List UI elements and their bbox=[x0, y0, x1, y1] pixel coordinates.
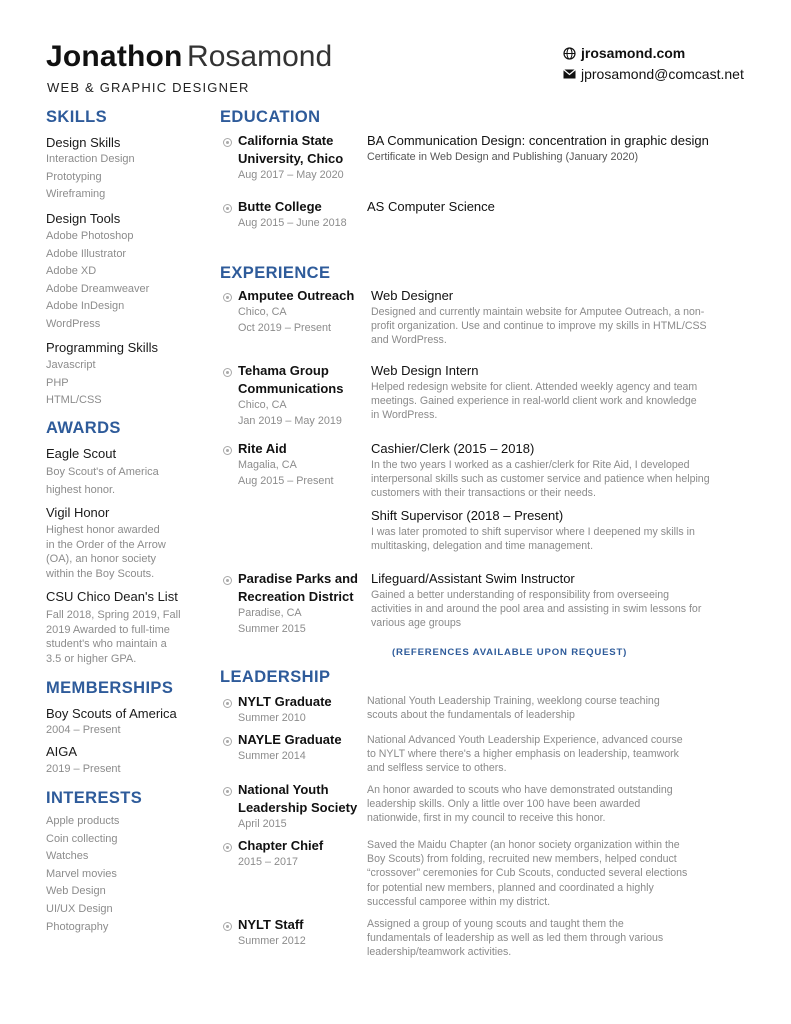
award-title: CSU Chico Dean's List bbox=[46, 589, 178, 604]
award-desc bbox=[46, 464, 159, 499]
leadership-desc: for potential new members, planned and coordinated a highly bbox=[367, 881, 654, 894]
location: Chico, CA bbox=[238, 306, 287, 318]
experience-entry bbox=[238, 287, 366, 336]
dates: Aug 2015 – June 2018 bbox=[238, 217, 347, 229]
leadership-detail bbox=[367, 917, 762, 960]
award-line: (OA), an honor society bbox=[46, 553, 157, 566]
email-row[interactable] bbox=[563, 66, 744, 82]
list-item: Adobe InDesign bbox=[46, 300, 125, 313]
website-row[interactable] bbox=[563, 45, 685, 61]
leadership-entry bbox=[238, 731, 366, 765]
design-skills-title: Design Skills bbox=[46, 135, 121, 150]
bullet-icon bbox=[223, 699, 232, 708]
interests-heading: INTERESTS bbox=[46, 789, 143, 807]
award-line: Fall 2018, Spring 2019, Fall bbox=[46, 609, 181, 621]
list-item: HTML/CSS bbox=[46, 394, 102, 407]
list-item: Apple products bbox=[46, 815, 120, 827]
bullet-icon bbox=[223, 446, 232, 455]
role-desc: Designed and currently maintain website for Amputee Outreach, a non- bbox=[371, 306, 705, 318]
list-item: Photography bbox=[46, 920, 109, 933]
leadership-entry bbox=[238, 916, 366, 950]
award-desc bbox=[46, 523, 166, 581]
dates: Summer 2015 bbox=[238, 622, 306, 635]
list-item: WordPress bbox=[46, 317, 101, 330]
org-name: Amputee Outreach bbox=[238, 288, 355, 303]
experience-detail bbox=[371, 362, 761, 423]
location: Paradise, CA bbox=[238, 607, 302, 619]
programming-list bbox=[46, 357, 102, 410]
leadership-entry bbox=[238, 693, 366, 727]
award-line: within the Boy Scouts. bbox=[46, 567, 155, 580]
membership-dates: 2019 – Present bbox=[46, 763, 121, 775]
dates: 2015 – 2017 bbox=[238, 856, 299, 868]
dates: Jan 2019 – May 2019 bbox=[238, 414, 342, 427]
leadership-desc: “crossover” ceremonies for Cub Scouts, conducted several elections bbox=[367, 867, 688, 880]
list-item: Javascript bbox=[46, 359, 96, 371]
leadership-desc: to NYLT where there's a higher emphasis on leadership, teamwork bbox=[367, 748, 679, 761]
first-name: Jonathon bbox=[46, 40, 183, 73]
role-title: Web Designer bbox=[371, 288, 454, 303]
references-note: (REFERENCES AVAILABLE UPON REQUEST) bbox=[392, 647, 628, 658]
leadership-desc: Boy Scouts) from folding, recruited new members, helped conduct bbox=[367, 853, 677, 866]
leadership-desc: scouts about the fundamentals of leadership bbox=[367, 709, 575, 722]
role-desc: Helped redesign website for client. Attended weekly agency and team bbox=[371, 381, 698, 393]
list-item: Marvel movies bbox=[46, 867, 117, 880]
experience-entry bbox=[238, 570, 366, 637]
org-name: NYLT Graduate bbox=[238, 694, 332, 709]
org-name: Tehama Group bbox=[238, 363, 329, 378]
location: Chico, CA bbox=[238, 399, 287, 411]
education-entry bbox=[238, 132, 363, 184]
org-name: NYLT Staff bbox=[238, 917, 304, 932]
location: Magalia, CA bbox=[238, 459, 297, 471]
award-desc bbox=[46, 608, 181, 666]
membership-dates: 2004 – Present bbox=[46, 724, 121, 736]
experience-detail bbox=[371, 507, 761, 553]
leadership-desc: An honor awarded to scouts who have demonstrated outstanding bbox=[367, 784, 673, 796]
degree: BA Communication Design: concentration in graphic design bbox=[367, 133, 709, 148]
list-item: Prototyping bbox=[46, 170, 102, 183]
org-name: University, Chico bbox=[238, 151, 344, 166]
role-desc: multitasking, delegation and time management. bbox=[371, 540, 594, 553]
list-item: Adobe Dreamweaver bbox=[46, 282, 150, 295]
leadership-desc: Saved the Maidu Chapter (an honor society organization within the bbox=[367, 839, 680, 851]
dates: Summer 2012 bbox=[238, 935, 306, 947]
role-desc: in WordPress. bbox=[371, 409, 438, 422]
degree: AS Computer Science bbox=[367, 199, 495, 214]
role-desc: customers with their transactions or their needs. bbox=[371, 487, 596, 500]
design-tools-title: Design Tools bbox=[46, 211, 121, 226]
education-detail bbox=[367, 132, 767, 166]
dates: Aug 2017 – May 2020 bbox=[238, 169, 344, 181]
award-line: Highest honor awarded bbox=[46, 524, 160, 536]
education-detail bbox=[367, 198, 767, 216]
dates: Summer 2010 bbox=[238, 712, 306, 724]
education-heading: EDUCATION bbox=[220, 108, 321, 126]
memberships-heading: MEMBERSHIPS bbox=[46, 679, 174, 697]
leadership-detail bbox=[367, 838, 762, 909]
design-tools-list bbox=[46, 228, 149, 334]
leadership-heading: LEADERSHIP bbox=[220, 668, 331, 686]
org-name: Butte College bbox=[238, 199, 322, 214]
list-item: UI/UX Design bbox=[46, 902, 113, 915]
org-name: Leadership Society bbox=[238, 800, 358, 815]
role-desc: interpersonal skills such as customer service and patience when helping bbox=[371, 473, 710, 486]
experience-detail bbox=[371, 287, 761, 348]
leadership-entry bbox=[238, 781, 366, 833]
award-line: Boy Scout's of America bbox=[46, 466, 159, 478]
experience-entry bbox=[238, 362, 366, 429]
org-name: Recreation District bbox=[238, 589, 354, 604]
bullet-icon bbox=[223, 293, 232, 302]
org-name: Communications bbox=[238, 381, 344, 396]
leadership-desc: National Youth Leadership Training, weeklong course teaching bbox=[367, 695, 660, 707]
org-name: NAYLE Graduate bbox=[238, 732, 342, 747]
experience-heading: EXPERIENCE bbox=[220, 264, 331, 282]
leadership-desc: fundamentals of leadership as well as led them through various bbox=[367, 932, 664, 945]
role-desc: profit organization. Use and continue to improve my skills in HTML/CSS bbox=[371, 320, 707, 333]
list-item: Web Design bbox=[46, 885, 106, 898]
award-line: 3.5 or higher GPA. bbox=[46, 652, 137, 665]
degree-detail: Certificate in Web Design and Publishing (January 2020) bbox=[367, 151, 639, 163]
role-desc: Gained a better understanding of responsibility from overseeing bbox=[371, 589, 669, 601]
org-name: Chapter Chief bbox=[238, 838, 324, 853]
leadership-desc: and selfless service to others. bbox=[367, 762, 507, 775]
bullet-icon bbox=[223, 138, 232, 147]
leadership-desc: National Advanced Youth Leadership Experience, advanced course bbox=[367, 734, 683, 746]
leadership-detail bbox=[367, 694, 762, 722]
role-title: Web Design Intern bbox=[371, 363, 479, 378]
email-link[interactable]: jprosamond@comcast.net bbox=[581, 66, 744, 82]
website-link[interactable]: jrosamond.com bbox=[581, 45, 686, 61]
bullet-icon bbox=[223, 787, 232, 796]
envelope-icon bbox=[563, 69, 576, 79]
role-title: Shift Supervisor (2018 – Present) bbox=[371, 508, 564, 523]
role-desc: In the two years I worked as a cashier/clerk for Rite Aid, I developed bbox=[371, 459, 690, 471]
role-desc: and WordPress. bbox=[371, 334, 447, 347]
list-item: Interaction Design bbox=[46, 153, 135, 165]
list-item: Watches bbox=[46, 850, 89, 863]
award-line: 2019 Awarded to full-time bbox=[46, 623, 170, 636]
role-desc: meetings. Gained experience in real-world client work and knowledge bbox=[371, 395, 697, 408]
list-item: Adobe Photoshop bbox=[46, 230, 134, 242]
leadership-desc: leadership/teamwork activities. bbox=[367, 946, 512, 959]
bullet-icon bbox=[223, 368, 232, 377]
bullet-icon bbox=[223, 922, 232, 931]
leadership-desc: leadership skills. Only a little over 100 have been awarded bbox=[367, 798, 641, 811]
bullet-icon bbox=[223, 737, 232, 746]
bullet-icon bbox=[223, 576, 232, 585]
experience-detail bbox=[371, 440, 761, 501]
dates: April 2015 bbox=[238, 818, 287, 830]
experience-detail bbox=[371, 570, 761, 631]
award-line: in the Order of the Arrow bbox=[46, 538, 166, 551]
list-item: Wireframing bbox=[46, 188, 106, 201]
list-item: Adobe XD bbox=[46, 265, 97, 278]
leadership-desc: nationwide, first in my council to receive this honor. bbox=[367, 812, 606, 825]
skills-heading: SKILLS bbox=[46, 108, 108, 126]
leadership-desc: Assigned a group of young scouts and taught them the bbox=[367, 918, 624, 930]
award-line: student's who maintain a bbox=[46, 638, 167, 651]
interests-list bbox=[46, 813, 119, 936]
membership-title: AIGA bbox=[46, 744, 78, 759]
design-skills-list bbox=[46, 151, 135, 204]
job-title: WEB & GRAPHIC DESIGNER bbox=[47, 80, 250, 95]
leadership-desc: successful camporee within my district. bbox=[367, 895, 551, 908]
list-item: Coin collecting bbox=[46, 832, 118, 845]
leadership-detail bbox=[367, 783, 762, 826]
org-name: California State bbox=[238, 133, 334, 148]
leadership-entry bbox=[238, 837, 366, 871]
award-title: Vigil Honor bbox=[46, 505, 110, 520]
role-title: Lifeguard/Assistant Swim Instructor bbox=[371, 571, 575, 586]
award-line: highest honor. bbox=[46, 483, 116, 496]
membership-title: Boy Scouts of America bbox=[46, 706, 177, 721]
last-name: Rosamond bbox=[187, 40, 333, 73]
dates: Oct 2019 – Present bbox=[238, 321, 332, 334]
leadership-detail bbox=[367, 733, 762, 776]
globe-icon bbox=[563, 47, 576, 60]
list-item: Adobe Illustrator bbox=[46, 247, 127, 260]
name-heading bbox=[46, 40, 332, 74]
bullet-icon bbox=[223, 843, 232, 852]
education-entry bbox=[238, 198, 363, 232]
role-desc: activities in and around the pool area and assisting in swim lessons for bbox=[371, 603, 702, 616]
awards-heading: AWARDS bbox=[46, 419, 121, 437]
experience-entry bbox=[238, 440, 366, 489]
role-desc: I was later promoted to shift supervisor where I deepened my skills in bbox=[371, 526, 695, 538]
org-name: Rite Aid bbox=[238, 441, 287, 456]
list-item: PHP bbox=[46, 376, 69, 389]
bullet-icon bbox=[223, 204, 232, 213]
role-desc: various age groups bbox=[371, 617, 462, 630]
programming-title: Programming Skills bbox=[46, 340, 158, 355]
role-title: Cashier/Clerk (2015 – 2018) bbox=[371, 441, 535, 456]
award-title: Eagle Scout bbox=[46, 446, 117, 461]
org-name: National Youth bbox=[238, 782, 329, 797]
org-name: Paradise Parks and bbox=[238, 571, 358, 586]
dates: Aug 2015 – Present bbox=[238, 474, 334, 487]
dates: Summer 2014 bbox=[238, 750, 306, 762]
